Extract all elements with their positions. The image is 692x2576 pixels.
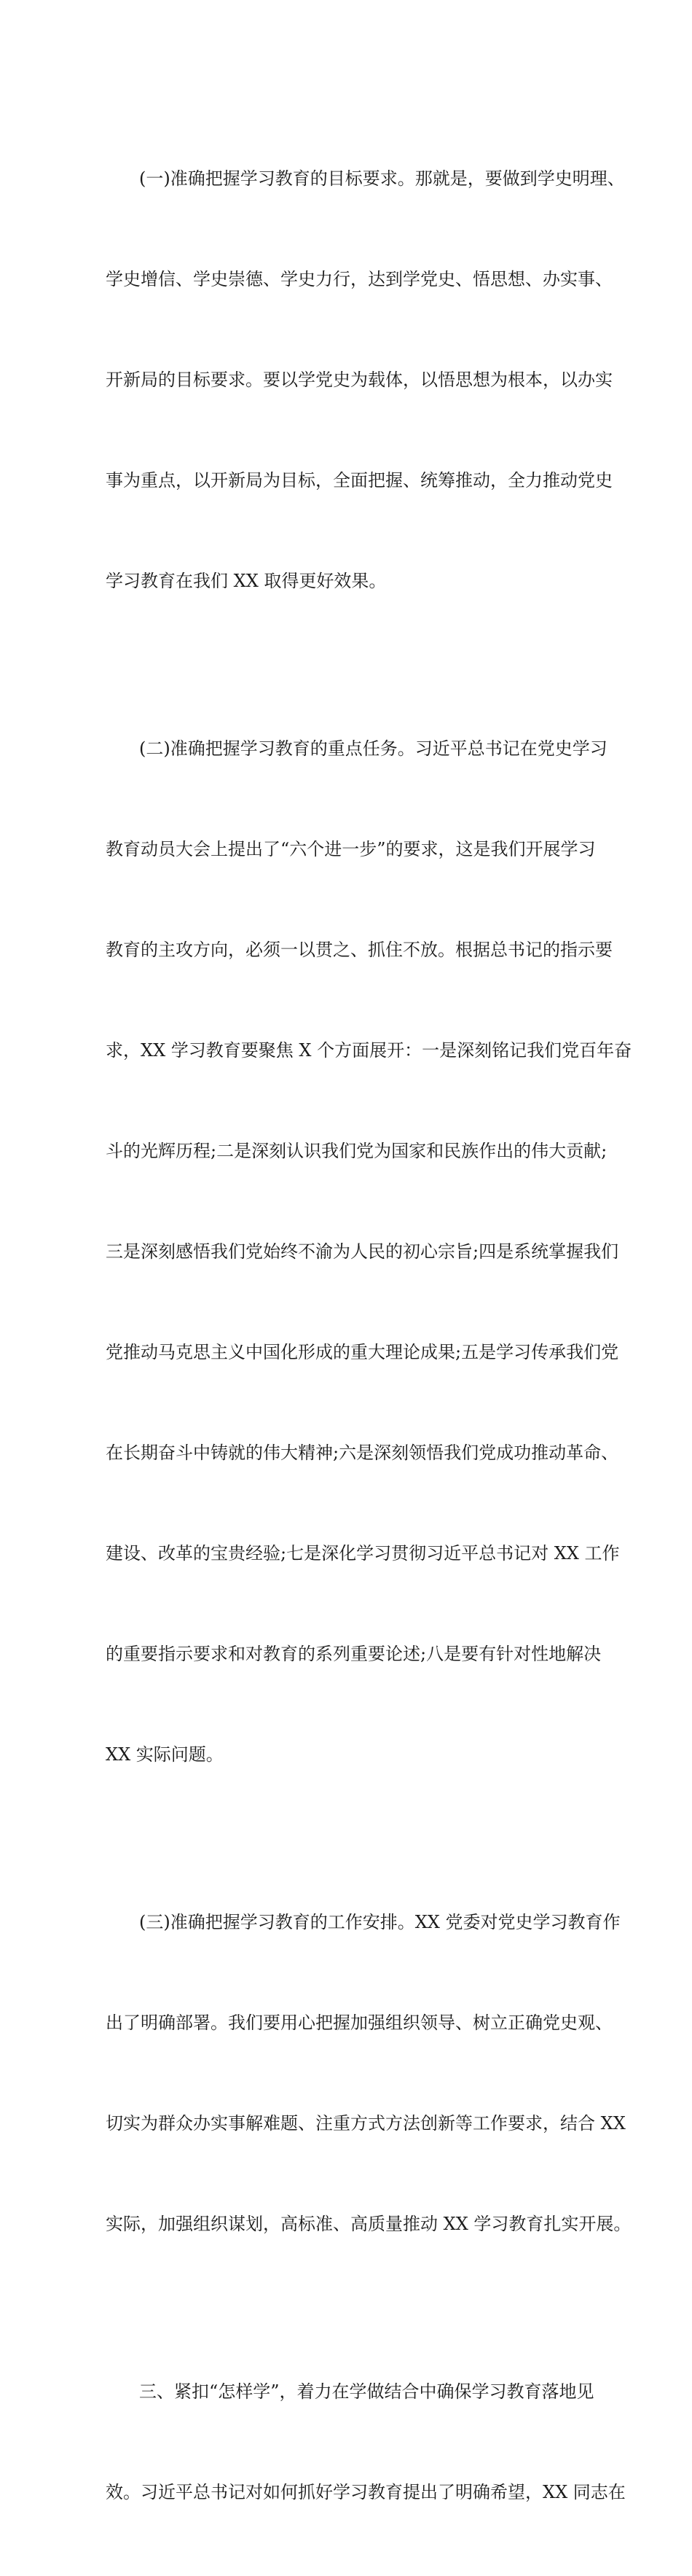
text-line: 效。习近平总书记对如何抓好学习教育提出了明确希望，XX 同志在 bbox=[106, 2482, 626, 2502]
text-line: XX 实际问题。 bbox=[106, 1744, 224, 1765]
text-line: 切实为群众办实事解难题、注重方式方法创新等工作要求，结合 XX bbox=[106, 2113, 626, 2134]
text-line: (一)准确把握学习教育的目标要求。那就是，要做到学史明理、 bbox=[139, 168, 625, 189]
paragraph-key-tasks bbox=[106, 665, 632, 1838]
text-line: 在长期奋斗中铸就的伟大精神;六是深刻领悟我们党成功推动革命、 bbox=[106, 1443, 619, 1463]
text-line: 事为重点，以开新局为目标，全面把握、统筹推动，全力推动党史 bbox=[106, 470, 613, 491]
text-line: 三、紧扣“怎样学”，着力在学做结合中确保学习教育落地见 bbox=[139, 2381, 594, 2402]
text-line: 教育的主攻方向，必须一以贯之、抓住不放。根据总书记的指示要 bbox=[106, 940, 613, 960]
text-line: 斗的光辉历程;二是深刻认识我们党为国家和民族作出的伟大贡献; bbox=[106, 1141, 608, 1161]
text-line: 的重要指示要求和对教育的系列重要论述;八是要有针对性地解决 bbox=[106, 1644, 602, 1664]
text-line: 党推动马克思主义中国化形成的重大理论成果;五是学习传承我们党 bbox=[106, 1342, 619, 1362]
paragraph-target-requirements bbox=[106, 95, 625, 665]
text-line: 建设、改革的宝贵经验;七是深化学习贯彻习近平总书记对 XX 工作 bbox=[106, 1543, 620, 1564]
text-line: 开新局的目标要求。要以学党史为载体，以悟思想为根本，以办实 bbox=[106, 370, 613, 390]
text-line: 学史增信、学史崇德、学史力行，达到学党史、悟思想、办实事、 bbox=[106, 269, 613, 289]
text-line: (三)准确把握学习教育的工作安排。XX 党委对党史学习教育作 bbox=[139, 1912, 621, 1932]
text-line: 出了明确部署。我们要用心把握加强组织领导、树立正确党史观、 bbox=[106, 2013, 613, 2033]
document-body bbox=[106, 95, 632, 2576]
text-line: 三是深刻感悟我们党始终不渝为人民的初心宗旨;四是系统掌握我们 bbox=[106, 1241, 619, 1262]
text-line: (二)准确把握学习教育的重点任务。习近平总书记在党史学习 bbox=[139, 738, 608, 759]
paragraph-section-three bbox=[106, 2308, 626, 2576]
paragraph-work-arrangements bbox=[106, 1838, 632, 2308]
text-line: 学习教育在我们 XX 取得更好效果。 bbox=[106, 571, 387, 591]
text-line: 求，XX 学习教育要聚焦 X 个方面展开：一是深刻铭记我们党百年奋 bbox=[106, 1040, 632, 1061]
text-line: 教育动员大会上提出了“六个进一步”的要求，这是我们开展学习 bbox=[106, 839, 596, 859]
text-line: 实际，加强组织谋划，高标准、高质量推动 XX 学习教育扎实开展。 bbox=[106, 2214, 632, 2234]
